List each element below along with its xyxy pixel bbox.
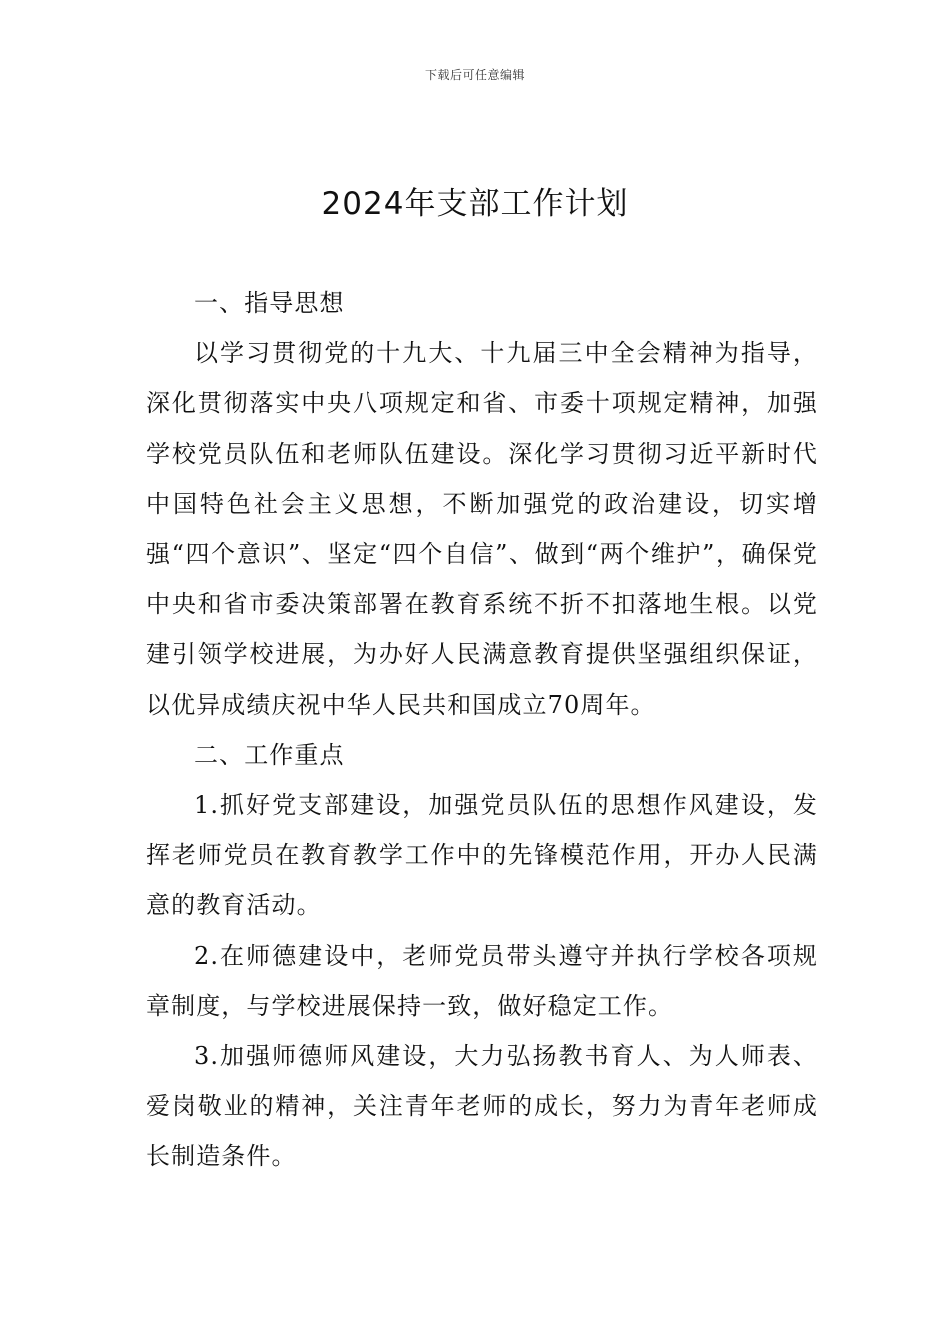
paragraph-guiding-thought: 以学习贯彻党的十九大、十九届三中全会精神为指导，深化贯彻落实中央八项规定和省、市委十项规定精神，加强学校党员队伍和老师队伍建设。深化学习贯彻习近平新时代中国特色社会主义思想，不断加强党的政治建设，切实增强“四个意识”、坚定“四个自信”、做到“两个维护”，确保党中央和省市委决策部署在教育系统不折不扣落地生根。以党建引领学校进展，为办好人民满意教育提供坚强组织保证，以优异成绩庆祝中华人民共和国成立70周年。: [146, 339, 818, 719]
paragraph-work-focus-1: 1.抓好党支部建设，加强党员队伍的思想作风建设，发挥老师党员在教育教学工作中的先锋模范作用，开办人民满意的教育活动。: [146, 791, 818, 920]
section-heading-guiding-thought: 一、指导思想: [194, 289, 345, 317]
document-body: [146, 278, 818, 1182]
page-title: 2024年支部工作计划: [321, 186, 629, 222]
section-heading-work-focus: 二、工作重点: [194, 740, 345, 769]
paragraph-work-focus-2: 2.在师德建设中，老师党员带头遵守并执行学校各项规章制度，与学校进展保持一致，做好稳定工作。: [146, 941, 818, 1020]
header-note: 下载后可任意编辑: [424, 68, 525, 82]
paragraph-work-focus-3: 3.加强师德师风建设，大力弘扬教书育人、为人师表、爱岗敬业的精神，关注青年老师的成长，努力为青年老师成长制造条件。: [146, 1042, 818, 1171]
